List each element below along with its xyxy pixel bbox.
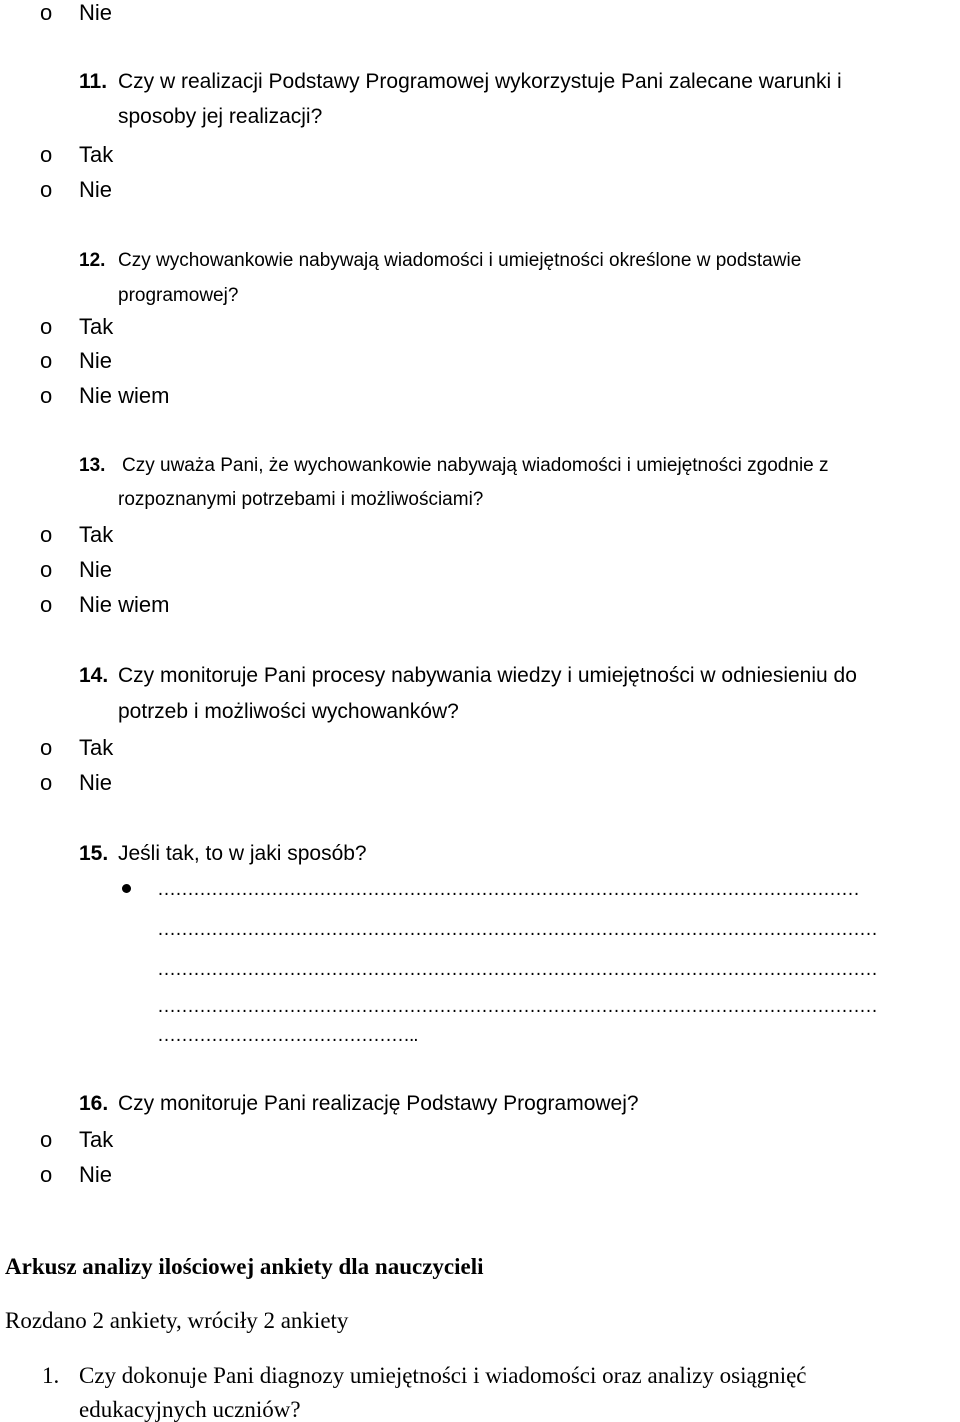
option-nie-wiem: Nie wiem bbox=[79, 383, 170, 408]
option-tak: Tak bbox=[79, 314, 114, 339]
option-bullet: o bbox=[40, 1162, 53, 1187]
question-text: Czy uważa Pani, że wychowankowie nabywają wiadomości i umiejętności zgodnie z bbox=[122, 455, 829, 476]
option-bullet: o bbox=[40, 177, 53, 202]
option-nie: Nie bbox=[79, 177, 113, 202]
question-text: Czy wychowankowie nabywają wiadomości i umiejętności określone w podstawie bbox=[118, 250, 802, 271]
option-bullet: o bbox=[40, 735, 53, 760]
option-bullet: o bbox=[40, 314, 53, 339]
question-number: 1. bbox=[42, 1363, 60, 1388]
answer-line: ………………………………………………………………………………………………………… bbox=[157, 919, 877, 940]
option-bullet: o bbox=[40, 142, 53, 167]
answer-line: …………………………………….. bbox=[157, 1025, 418, 1046]
answer-line: ………………………………………………………………………………………………………… bbox=[157, 959, 877, 980]
option-nie-wiem: Nie wiem bbox=[79, 592, 170, 617]
option-bullet: o bbox=[40, 383, 53, 408]
question-text-cont: rozpoznanymi potrzebami i możliwościami? bbox=[118, 489, 484, 510]
option-bullet: o bbox=[40, 348, 53, 373]
distribution-note: Rozdano 2 ankiety, wróciły 2 ankiety bbox=[5, 1308, 349, 1333]
question-text: Czy monitoruje Pani procesy nabywania wiedzy i umiejętności w odniesieniu do bbox=[118, 664, 857, 687]
question-text-cont: edukacyjnych uczniów? bbox=[79, 1397, 301, 1422]
question-text-cont: sposoby jej realizacji? bbox=[118, 105, 323, 128]
question-text: Jeśli tak, to w jaki sposób? bbox=[118, 842, 367, 865]
question-text: Czy w realizacji Podstawy Programowej wykorzystuje Pani zalecane warunki i bbox=[118, 70, 842, 93]
option-nie: Nie bbox=[79, 348, 113, 373]
option-bullet: o bbox=[40, 522, 53, 547]
question-text: Czy dokonuje Pani diagnozy umiejętności i wiadomości oraz analizy osiągnięć bbox=[79, 1363, 807, 1388]
option-nie: Nie bbox=[79, 0, 113, 25]
answer-line: ………………………………………………………………………………………………………… bbox=[157, 996, 877, 1017]
option-tak: Tak bbox=[79, 142, 114, 167]
option-bullet: o bbox=[40, 557, 53, 582]
option-bullet: o bbox=[40, 0, 53, 25]
question-number: 12. bbox=[79, 250, 106, 271]
question-number: 16. bbox=[79, 1092, 109, 1115]
option-tak: Tak bbox=[79, 1127, 114, 1152]
option-bullet: o bbox=[40, 770, 53, 795]
question-number: 14. bbox=[79, 664, 109, 687]
question-text: Czy monitoruje Pani realizację Podstawy Programowej? bbox=[118, 1092, 639, 1115]
option-bullet: o bbox=[40, 1127, 53, 1152]
bullet-icon bbox=[122, 884, 131, 893]
question-text-cont: potrzeb i możliwości wychowanków? bbox=[118, 700, 459, 723]
option-nie: Nie bbox=[79, 770, 113, 795]
question-number: 13. bbox=[79, 455, 106, 476]
question-number: 11. bbox=[79, 70, 108, 93]
question-text-cont: programowej? bbox=[118, 285, 239, 306]
option-nie: Nie bbox=[79, 1162, 113, 1187]
option-bullet: o bbox=[40, 592, 53, 617]
section-title: Arkusz analizy ilościowej ankiety dla nauczycieli bbox=[5, 1254, 484, 1279]
answer-line: ……………………………………………………………………………………………………… bbox=[157, 879, 859, 900]
option-tak: Tak bbox=[79, 735, 114, 760]
option-tak: Tak bbox=[79, 522, 114, 547]
option-nie: Nie bbox=[79, 557, 113, 582]
question-number: 15. bbox=[79, 842, 109, 865]
